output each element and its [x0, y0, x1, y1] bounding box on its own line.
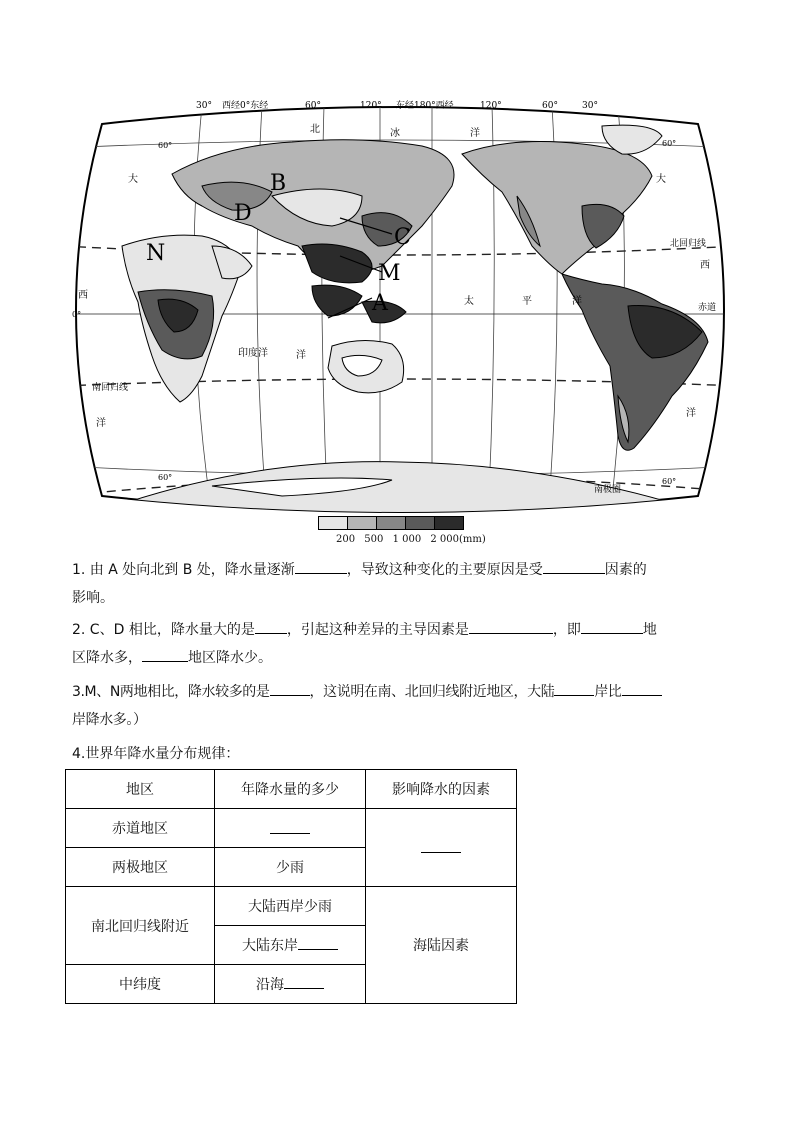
question-1-text-b: ，导致这种变化的主要原因是受	[346, 562, 543, 578]
question-2-text-e: 区降水多，	[72, 650, 142, 666]
table-cell-amount	[215, 926, 366, 965]
ocean-char: 西	[78, 290, 88, 301]
question-1-blank-2[interactable]	[543, 559, 605, 574]
ocean-char: 北	[310, 124, 320, 135]
precipitation-rules-table	[65, 769, 517, 1004]
map-svg	[62, 96, 738, 516]
precipitation-world-map	[62, 96, 738, 516]
point-label-m: M	[378, 261, 401, 286]
lat-label: 60°	[158, 141, 173, 150]
ocean-char: 太	[464, 296, 474, 307]
tropic-south-label: 南回归线	[92, 383, 129, 393]
table-blank[interactable]	[284, 974, 324, 989]
table-cell-amount	[215, 965, 366, 1004]
table-cell-amount: 大陆西岸少雨	[215, 887, 366, 926]
legend-tick: 2 000(mm)	[430, 534, 486, 545]
legend-swatch	[406, 517, 435, 529]
ocean-char: 冰	[390, 128, 400, 139]
equator-label: 赤道	[698, 303, 717, 313]
question-2	[72, 616, 732, 672]
ocean-char: 洋	[470, 128, 480, 139]
ocean-char: 大	[656, 174, 666, 185]
table-cell-factor	[366, 809, 517, 887]
table-header-row	[66, 770, 517, 809]
table-header: 影响降水的因素	[366, 770, 517, 809]
ocean-char: 大	[128, 174, 138, 185]
question-2-text-b: ，引起这种差异的主导因素是	[286, 622, 469, 638]
ocean-char: 平	[522, 296, 532, 307]
legend-tick: 200	[336, 534, 356, 545]
table-cell-amount-text: 大陆东岸	[242, 938, 298, 954]
question-1-text-d: 影响。	[72, 590, 114, 606]
point-label-b: B	[270, 171, 287, 196]
tick-top: 120°	[360, 101, 382, 111]
question-1-text-a: 1. 由 A 处向北到 B 处，降水量逐渐	[72, 562, 295, 578]
question-4	[72, 740, 732, 768]
point-label-a: A	[372, 291, 388, 316]
question-2-text-d: 地	[642, 622, 657, 638]
question-3-blank-3[interactable]	[622, 681, 662, 696]
question-2-text-c: ，即	[552, 622, 581, 638]
tick-top: 60°	[305, 101, 321, 111]
table-blank[interactable]	[421, 838, 461, 853]
ocean-char: 洋	[296, 350, 306, 361]
tick-top: 60°	[542, 101, 558, 111]
antarctic-circle-label: 南极圈	[594, 485, 622, 495]
lat-label: 60°	[662, 139, 677, 148]
question-2-blank-2[interactable]	[469, 619, 553, 634]
question-2-blank-1[interactable]	[255, 619, 287, 634]
lat-label: 60°	[158, 473, 173, 482]
table-blank[interactable]	[298, 935, 338, 950]
table-cell-amount-text: 沿海	[256, 977, 284, 993]
question-3-text-b: ，这说明在南、北回归线附近地区，大陆	[309, 684, 555, 700]
legend-ticks	[336, 534, 492, 545]
ocean-char: 洋	[96, 418, 106, 429]
legend-tick: 500	[364, 534, 384, 545]
question-3	[72, 678, 732, 734]
legend-bar	[318, 516, 464, 530]
ocean-char: 洋	[686, 408, 696, 419]
tick-top: 30°	[582, 101, 598, 111]
question-4-text: 4.世界年降水量分布规律：	[72, 746, 240, 762]
legend-swatch	[377, 517, 406, 529]
table-blank[interactable]	[270, 819, 310, 834]
table-row	[66, 809, 517, 848]
table-cell-factor: 海陆因素	[366, 887, 517, 1004]
point-label-n: N	[146, 241, 166, 266]
question-3-text-a: 3.M、N两地相比，降水较多的是	[72, 684, 270, 700]
top-tick-labels	[196, 99, 598, 111]
tick-top: 30°	[196, 101, 212, 111]
table-cell-amount	[215, 809, 366, 848]
tropic-north-label: 北回归线	[670, 239, 707, 249]
question-1-blank-1[interactable]	[295, 559, 347, 574]
ocean-label: 印度洋	[238, 348, 268, 359]
tick-top: 120°	[480, 101, 502, 111]
table-cell-region: 中纬度	[66, 965, 215, 1004]
legend-swatch	[319, 517, 348, 529]
legend-swatch	[435, 517, 463, 529]
question-3-blank-1[interactable]	[270, 681, 310, 696]
question-3-blank-2[interactable]	[554, 681, 594, 696]
point-label-d: D	[234, 201, 252, 226]
table-cell-region: 两极地区	[66, 848, 215, 887]
lat-label: 60°	[662, 477, 677, 486]
question-2-text-f: 地区降水少。	[188, 650, 272, 666]
tick-top: 西经0°东经	[222, 101, 269, 111]
question-2-blank-3[interactable]	[581, 619, 643, 634]
table-row	[66, 887, 517, 926]
question-3-text-d: 岸降水多。）	[72, 712, 147, 728]
question-3-text-c: 岸比	[594, 684, 622, 700]
precipitation-legend	[318, 516, 486, 546]
ocean-char: 西	[700, 260, 710, 271]
table-cell-region: 赤道地区	[66, 809, 215, 848]
point-label-c: C	[394, 225, 411, 250]
table-cell-region: 南北回归线附近	[66, 887, 215, 965]
question-1-text-c: 因素的	[604, 562, 647, 578]
table-cell-amount: 少雨	[215, 848, 366, 887]
table-header: 年降水量的多少	[215, 770, 366, 809]
question-2-text-a: 2. C、D 相比，降水量大的是	[72, 622, 255, 638]
lat-label: 0°	[72, 310, 82, 319]
table-header: 地区	[66, 770, 215, 809]
question-1	[72, 556, 732, 612]
legend-swatch	[348, 517, 377, 529]
question-2-blank-4[interactable]	[142, 647, 188, 662]
tick-top: 东经180°西经	[396, 101, 454, 111]
legend-tick: 1 000	[392, 534, 422, 545]
ocean-char: 洋	[572, 296, 582, 307]
